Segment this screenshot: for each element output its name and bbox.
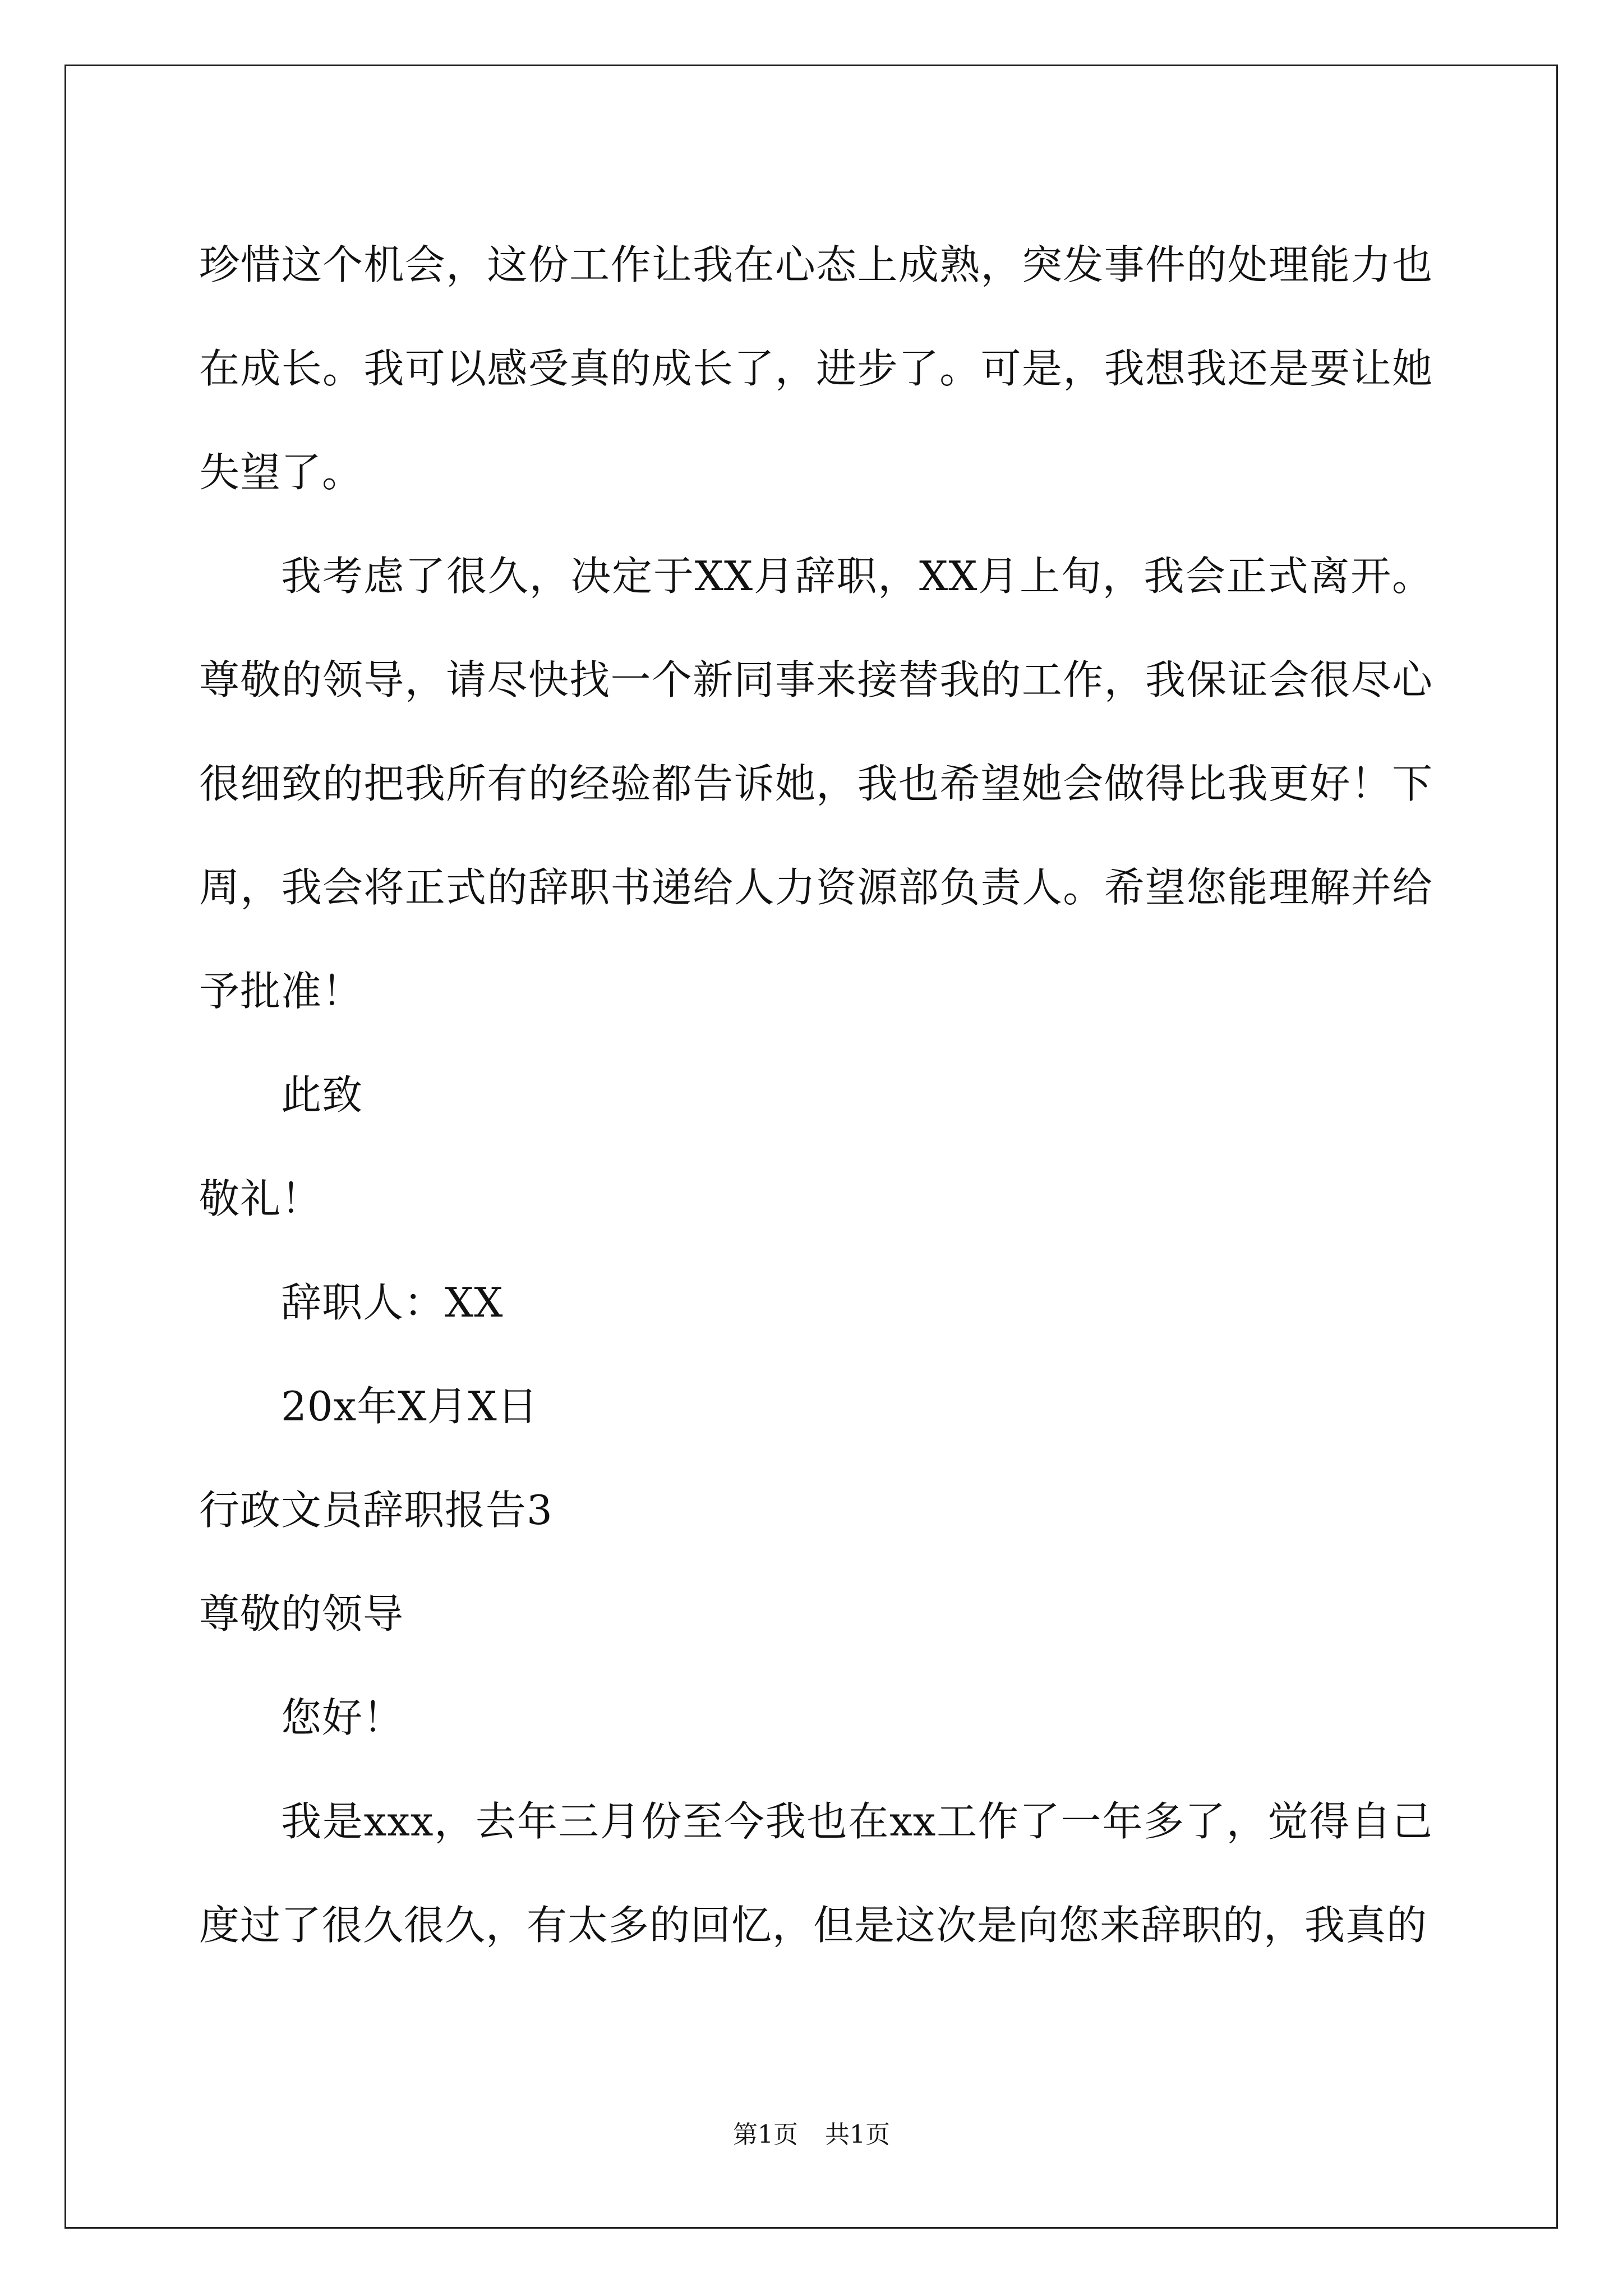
section-title: 行政文员辞职报告3 [199,1487,553,1534]
paragraph-1: 珍惜这个机会，这份工作让我在心态上成熟，突发事件的处理能力也在成长。我可以感受真的成长了，进步了。可是，我想我还是要让她失望了。 [199,241,1433,496]
closing-regards: 敬礼！ [199,1175,322,1222]
closing-salutation: 此致 [281,1071,363,1119]
page-total: 共1页 [825,2120,890,2149]
greeting-line: 您好！ [281,1694,404,1741]
page-number: 第1页 [733,2120,798,2149]
document-body [199,213,1433,1977]
recipient-line: 尊敬的领导 [199,1590,404,1637]
signature-line: 辞职人：XX [281,1279,504,1326]
page-footer [0,2118,1623,2152]
paragraph-body: 我是xxx，去年三月份至今我也在xx工作了一年多了，觉得自己度过了很久很久，有太多的回忆，但是这次是向您来辞职的，我真的 [199,1798,1433,1949]
date-line: 20x年X月X日 [281,1383,538,1430]
paragraph-2: 我考虑了很久，决定于XX月辞职，XX月上旬，我会正式离开。尊敬的领导，请尽快找一个新同事来接替我的工作，我保证会很尽心很细致的把我所有的经验都告诉她，我也希望她会做得比我更好！下周，我会将正式的辞职书递给人力资源部负责人。希望您能理解并给予批准！ [199,553,1433,1015]
